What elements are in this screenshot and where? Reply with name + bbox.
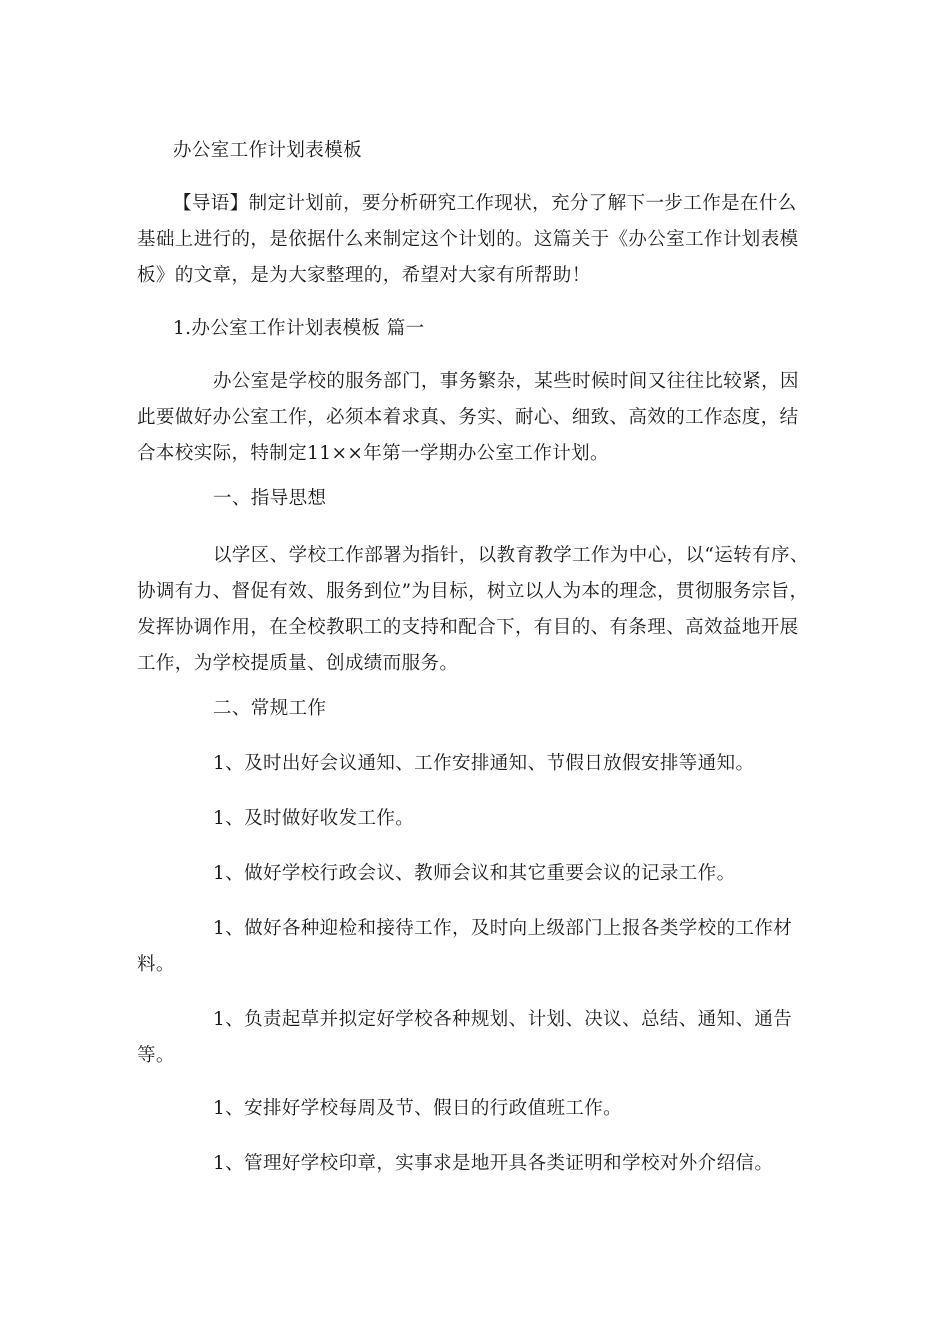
- body-paragraph-1: 办公室是学校的服务部门，事务繁杂，某些时候时间又往往比较紧，因此要做好办公室工作，必须本着求真、务实、耐心、细致、高效的工作态度，结合本校实际，特制定11××年第一学期办公室工作计划。: [137, 371, 799, 464]
- list-item: 1、及时做好收发工作。: [213, 808, 415, 829]
- list-item: 1、负责起草并拟定好学校各种规划、计划、决议、总结、通知、通告等。: [137, 1009, 793, 1066]
- list-item: 1、及时出好会议通知、工作安排通知、节假日放假安排等通知。: [213, 753, 755, 774]
- heading-routine-work: 二、常规工作: [213, 698, 327, 719]
- intro-paragraph: 【导语】制定计划前，要分析研究工作现状，充分了解下一步工作是在什么基础上进行的，是依据什么来制定这个计划的。这篇关于《办公室工作计划表模板》的文章，是为大家整理的，希望对大家有所帮助！: [137, 193, 799, 286]
- document-title: 办公室工作计划表模板: [173, 140, 363, 161]
- section-heading: 1.办公室工作计划表模板 篇一: [173, 318, 425, 339]
- list-item: 1、做好各种迎检和接待工作，及时向上级部门上报各类学校的工作材料。: [137, 918, 793, 975]
- list-item: 1、管理好学校印章，实事求是地开具各类证明和学校对外介绍信。: [213, 1153, 774, 1174]
- heading-guiding-thought: 一、指导思想: [213, 488, 327, 509]
- list-item: 1、安排好学校每周及节、假日的行政值班工作。: [213, 1098, 623, 1119]
- body-paragraph-2: 以学区、学校工作部署为指针，以教育教学工作为中心，以“运转有序、协调有力、督促有效、服务到位”为目标，树立以人为本的理念，贯彻服务宗旨，发挥协调作用，在全校教职工的支持和配合下，有目的、有条理、高效益地开展工作，为学校提质量、创成绩而服务。: [137, 545, 809, 674]
- list-item: 1、做好学校行政会议、教师会议和其它重要会议的记录工作。: [213, 863, 736, 884]
